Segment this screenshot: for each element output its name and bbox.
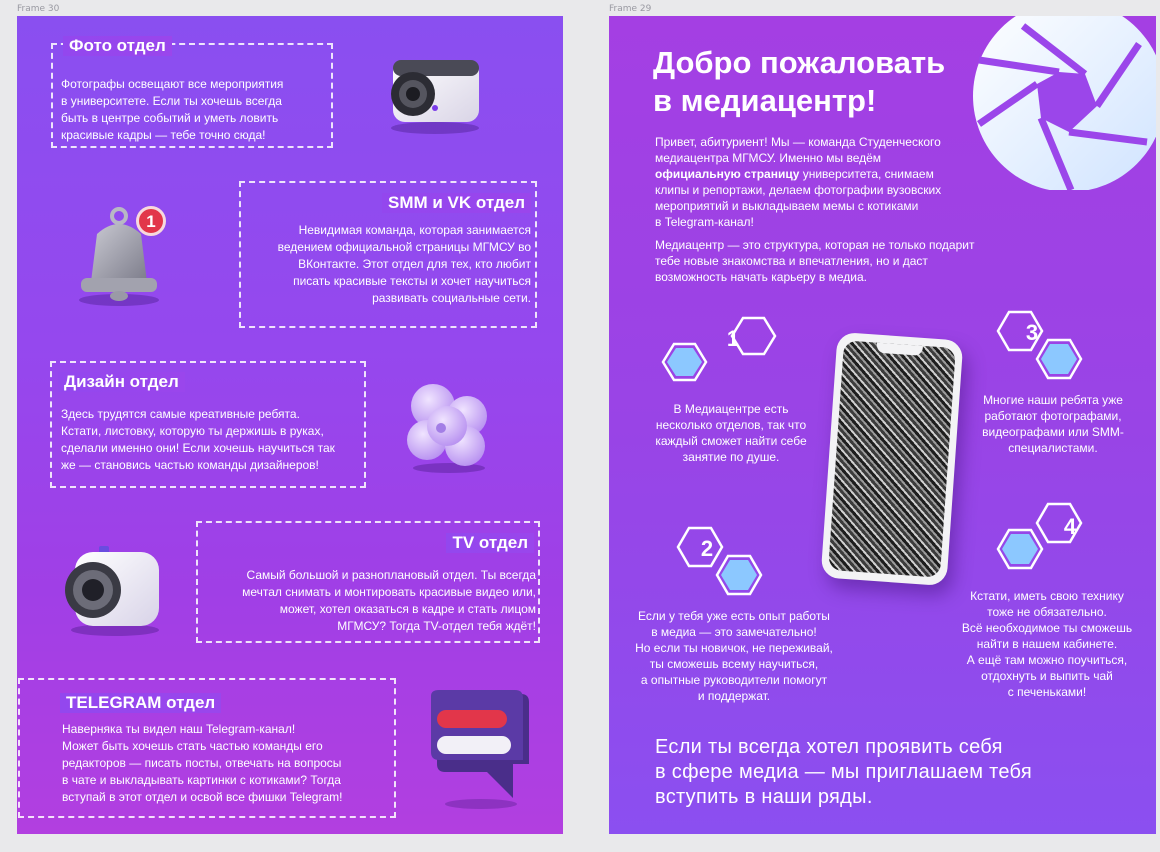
step-1-text: В Медиацентре есть несколько отделов, так что каждый сможет найти себе занятие по душе. xyxy=(655,402,807,464)
phone-mockup xyxy=(821,332,964,586)
intro-text: Привет, абитуриент! Мы — команда Студенческого медиацентра МГМСУ. Именно мы ведём официальную страницу университета, снимаем клипы и репортажи, делаем фотографии вузовских мероприятий и выкладываем мемы с котиками в Telegram-канал! xyxy=(655,135,942,229)
step-number: 1 xyxy=(726,326,740,351)
dept-title: Дизайн отдел xyxy=(58,372,185,392)
closing-text: Если ты всегда хотел проявить себя в сфере медиа — мы приглашаем тебя вступить в наши ряды. xyxy=(655,736,1033,808)
intro-text-2: Медиацентр — это структура, которая не только подарит тебе новые знакомства и впечатления, но и даст возможность начать карьеру в медиа. xyxy=(655,238,975,284)
frame-left-departments[interactable] xyxy=(17,16,563,834)
step-number: 3 xyxy=(1025,320,1039,345)
dept-text: Наверняка ты видел наш Telegram-канал! Может быть хочешь стать частью команды его редакторов — писать посты, отвечать на вопросы в чате и выкладывать картинки с котиками? Тогда вступай в этот отдел и освой все фишки Telegram! xyxy=(62,722,343,804)
design-department-box xyxy=(50,361,366,488)
hex-group-1 xyxy=(657,310,777,400)
step-2-text: Если у тебя уже есть опыт работы в медиа — это замечательно! Но если ты новичок, не переживай, ты сможешь всему научиться, а опытные руководители помогут и поддержат. xyxy=(635,609,833,703)
group-photo-image xyxy=(828,340,956,577)
blob-shape-3d-icon xyxy=(397,376,497,476)
photo-department-box xyxy=(51,36,333,148)
frame-label-right: Frame 29 xyxy=(609,4,652,14)
video-camera-3d-icon xyxy=(53,538,173,638)
step-4-text: Кстати, иметь свою технику тоже не обязательно. Всё необходимое ты сможешь найти в нашем кабинете. А ещё там можно поучиться, отдохнуть и выпить чай с печеньками! xyxy=(961,589,1133,699)
step-number: 2 xyxy=(700,536,714,561)
frame-label-left: Frame 30 xyxy=(17,4,60,14)
dept-text: Здесь трудятся самые креативные ребята. Кстати, листовку, которую ты держишь в руках, сделали именно они! Если хочешь научиться так же — становись частью команды дизайнеров! xyxy=(61,407,335,472)
dept-text: Самый большой и разноплановый отдел. Ты всегда мечтал снимать и монтировать красивые видео или, может, хотел оказаться в кадре и стать лицом МГМСУ? Тогда TV-отдел тебя ждёт! xyxy=(242,568,536,633)
dept-title: TELEGRAM отдел xyxy=(60,693,221,713)
dept-title: Фото отдел xyxy=(63,36,172,56)
smm-vk-department-box xyxy=(239,181,537,328)
notification-badge: 1 xyxy=(136,206,166,236)
step-number: 4 xyxy=(1063,514,1077,539)
telegram-department-box xyxy=(18,678,396,818)
tv-department-box xyxy=(196,521,540,643)
camera-3d-icon xyxy=(373,46,493,136)
hex-group-3 xyxy=(991,306,1111,396)
hex-group-2 xyxy=(671,522,791,612)
dept-title: TV отдел xyxy=(446,533,534,553)
hex-group-4 xyxy=(991,500,1111,590)
dept-title: SMM и VK отдел xyxy=(382,193,531,213)
step-3-text: Многие наши ребята уже работают фотографами, видеографами или SMM- специалистами. xyxy=(982,393,1124,455)
frame-right-welcome[interactable] xyxy=(609,16,1156,834)
page-title: Добро пожаловать в медиацентр! xyxy=(653,45,946,118)
bell-3d-icon xyxy=(67,194,187,314)
dept-text: Невидимая команда, которая занимается ведением официальной страницы МГМСУ во ВКонтакте. Этот отдел для тех, кто любит писать красивые тексты и хочет научиться развивать социальные сети. xyxy=(277,223,531,305)
chat-bubble-3d-icon xyxy=(421,686,541,816)
dept-text: Фотографы освещают все мероприятия в университете. Если ты хочешь всегда быть в центре событий и уметь ловить красивые кадры — тебе точно сюда! xyxy=(61,77,284,142)
